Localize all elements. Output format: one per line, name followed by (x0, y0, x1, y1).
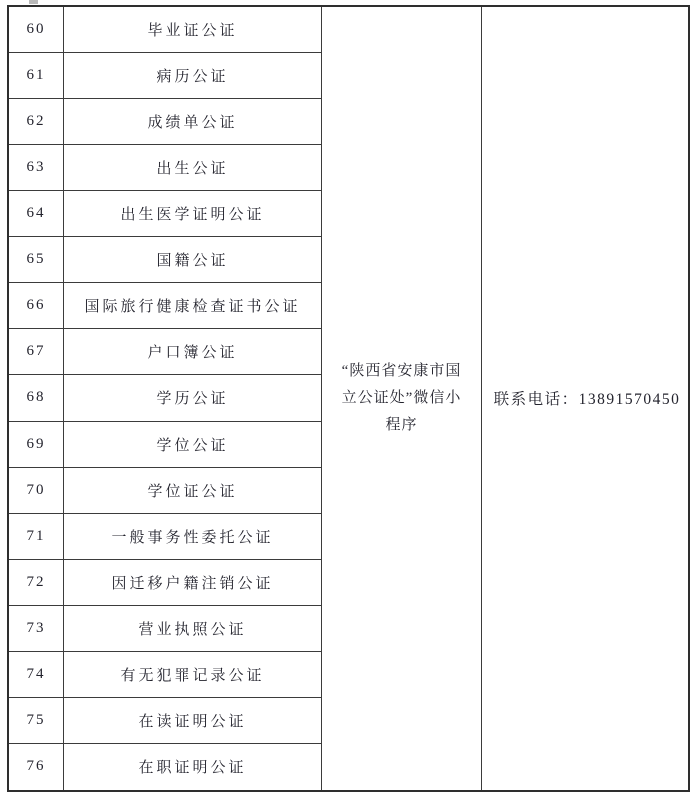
row-number: 63 (26, 159, 46, 176)
table-cell-row-number (9, 7, 64, 53)
row-number: 69 (26, 435, 46, 452)
table-cell-row-number (9, 422, 64, 468)
table-cell-service-name (64, 652, 322, 698)
table-cell-row-number (9, 560, 64, 606)
table-cell-row-number (9, 191, 64, 237)
service-name: 在职证明公证 (138, 760, 247, 777)
table-cell-row-number (9, 329, 64, 375)
scan-artifact (29, 0, 38, 4)
service-name: 学历公证 (156, 391, 229, 408)
service-name: 在读证明公证 (138, 713, 247, 730)
service-name: 国籍公证 (156, 253, 229, 270)
row-number: 65 (26, 251, 46, 268)
table-cell-service-name (64, 560, 322, 606)
wechat-mini-program-text: “陕西省安康市国立公证处”微信小程序 (341, 362, 462, 433)
table-cell-row-number (9, 514, 64, 560)
row-number: 68 (26, 389, 46, 406)
table-cell-service-name (64, 191, 322, 237)
row-number: 75 (26, 711, 46, 728)
table-cell-service-name (64, 99, 322, 145)
table-cell-wechat-program (322, 7, 482, 790)
table-cell-service-name (64, 53, 322, 99)
table-cell-service-name (64, 145, 322, 191)
service-name: 出生医学证明公证 (120, 207, 265, 224)
table-cell-service-name (64, 283, 322, 329)
table-cell-service-name (64, 744, 322, 790)
service-name: 学位证公证 (147, 483, 238, 500)
table-cell-service-name (64, 7, 322, 53)
table-cell-row-number (9, 145, 64, 191)
table-cell-row-number (9, 652, 64, 698)
table-cell-row-number (9, 468, 64, 514)
service-name: 有无犯罪记录公证 (120, 667, 265, 684)
service-name: 成绩单公证 (147, 115, 238, 132)
table-cell-row-number (9, 283, 64, 329)
contact-phone-text: 联系电话：13891570450 (493, 391, 681, 409)
row-number: 74 (26, 665, 46, 682)
table-cell-row-number (9, 744, 64, 790)
service-name: 出生公证 (156, 161, 229, 178)
row-number: 72 (26, 573, 46, 590)
table-cell-service-name (64, 375, 322, 421)
row-number: 60 (26, 21, 46, 38)
table-cell-service-name (64, 329, 322, 375)
table-cell-contact-phone (482, 7, 692, 790)
table-cell-service-name (64, 468, 322, 514)
row-number: 76 (26, 758, 46, 775)
row-number: 62 (26, 113, 46, 130)
table-cell-row-number (9, 99, 64, 145)
row-number: 61 (26, 67, 46, 84)
service-name: 毕业证公证 (147, 23, 238, 40)
row-number: 66 (26, 297, 46, 314)
row-number: 71 (26, 527, 46, 544)
table-cell-service-name (64, 606, 322, 652)
notary-services-table (7, 5, 690, 792)
table-cell-row-number (9, 53, 64, 99)
service-name: 国际旅行健康检查证书公证 (84, 299, 301, 316)
table-cell-row-number (9, 606, 64, 652)
service-name: 因迁移户籍注销公证 (111, 575, 274, 592)
service-name: 户口簿公证 (147, 345, 238, 362)
row-number: 67 (26, 343, 46, 360)
row-number: 64 (26, 205, 46, 222)
row-number: 73 (26, 619, 46, 636)
service-name: 营业执照公证 (138, 621, 247, 638)
table-cell-row-number (9, 698, 64, 744)
table-cell-service-name (64, 698, 322, 744)
table-cell-service-name (64, 237, 322, 283)
service-name: 病历公证 (156, 69, 229, 86)
service-name: 学位公证 (156, 437, 229, 454)
service-name: 一般事务性委托公证 (111, 529, 274, 546)
row-number: 70 (26, 481, 46, 498)
table-cell-service-name (64, 514, 322, 560)
table-cell-row-number (9, 375, 64, 421)
table-cell-service-name (64, 422, 322, 468)
table-cell-row-number (9, 237, 64, 283)
